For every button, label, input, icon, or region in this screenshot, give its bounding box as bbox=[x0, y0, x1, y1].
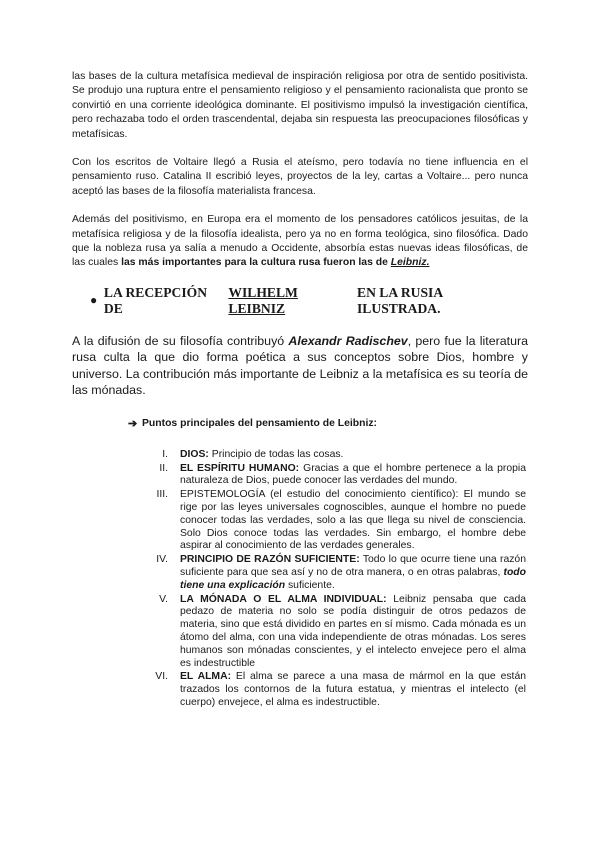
section-heading bbox=[90, 285, 528, 317]
leibniz-emphasis: Leibniz. bbox=[390, 257, 430, 269]
heading-underlined: WILHELM LEIBNIZ bbox=[228, 284, 298, 316]
heading-post: EN LA RUSIA ILUSTRADA. bbox=[357, 284, 443, 316]
point-title: DIOS: bbox=[180, 448, 209, 460]
point-emphasis: todo tiene una explicación bbox=[180, 567, 526, 591]
intro-post: , pero fue la literatura rusa culta la que dio forma poética a sus conceptos sobre Dios, hombre y universo. La contribución más importante de Leibniz a la metafísica es su teoría de las mónadas. bbox=[72, 333, 528, 398]
point-title: PRINCIPIO DE RAZÓN SUFICIENTE: bbox=[180, 554, 360, 566]
list-number: V. bbox=[159, 593, 168, 605]
author-name: Alexandr Radischev bbox=[288, 333, 408, 348]
paragraph-bold: las más importantes para la cultura rusa fueron las de bbox=[121, 257, 391, 269]
point-text: EPISTEMOLOGÍA (el estudio del conocimiento científico): El mundo se rige por las leyes universales cognoscibles, aunque el hombre no puede conocer todas las verdades, solo a las que llega su nivel de consciencia. Solo Dios conoce todas las verdades. Sin embargo, el hombre debe aspirar al conocimiento de las verdades generales. bbox=[180, 489, 526, 552]
paragraph-text: Además del positivismo, en Europa era el momento de los pensadores católicos jesuitas, de la metafísica religiosa y de la filosofía idealista, pero ya no en forma teológica, sino filosófica. Dado que la nobleza rusa ya salía a menudo a Occidente, absorbía estas nuevas ideas filosóficas, de las cuales bbox=[72, 214, 528, 269]
subheading-text: Puntos principales del pensamiento de Leibniz: bbox=[142, 417, 377, 429]
list-number: IV. bbox=[156, 554, 168, 566]
list-item bbox=[144, 594, 526, 671]
paragraph: Con los escritos de Voltaire llegó a Rusia el ateísmo, pero todavía no tiene influencia en el pensamiento ruso. Catalina II escribió leyes, proyectos de la ley, cartas a Voltaire... pero nunca aceptó las bases de la filosofía materialista francesa. bbox=[72, 157, 528, 197]
list-item bbox=[144, 489, 526, 553]
arrow-icon: ➔ bbox=[128, 417, 138, 430]
points-list bbox=[144, 449, 526, 710]
list-item bbox=[144, 463, 526, 489]
point-title: EL ESPÍRITU HUMANO: bbox=[180, 462, 300, 474]
list-number: VI. bbox=[155, 671, 168, 683]
point-text: Todo lo que ocurre tiene una razón suficiente para que sea así y no de otra manera, o en otras palabras, bbox=[180, 554, 526, 579]
list-number: III. bbox=[156, 489, 168, 501]
document-page bbox=[72, 70, 528, 711]
point-title: LA MÓNADA O EL ALMA INDIVIDUAL: bbox=[180, 593, 387, 605]
point-text: Principio de todas las cosas. bbox=[208, 448, 344, 460]
paragraph bbox=[72, 213, 528, 271]
point-title: EL ALMA: bbox=[180, 671, 232, 683]
point-tail: suficiente. bbox=[285, 579, 335, 591]
list-item bbox=[144, 671, 526, 709]
list-item bbox=[144, 554, 526, 592]
list-number: I. bbox=[162, 448, 168, 460]
paragraph: las bases de la cultura metafísica medieval de inspiración religiosa por otra de sentido positivista. Se produjo una ruptura entre el pensamiento religioso y el pensamiento racionalista que pronto se convirtió en una corriente ideológica dominante. El positivismo impulsó la investigación científica, pero rechazaba todo el orden trascendental, dejaba sin respuesta las preocupaciones filosóficas y metafísicas. bbox=[72, 71, 528, 140]
intro-paragraph bbox=[72, 333, 528, 399]
subheading bbox=[128, 417, 528, 430]
point-text: Gracias a que el hombre pertenece a la propia naturaleza de Dios, puede conocer las verdades del mundo. bbox=[180, 462, 526, 487]
bullet-icon: ● bbox=[90, 293, 98, 308]
intro-pre: A la difusión de su filosofía contribuyó bbox=[72, 333, 289, 348]
heading-pre: LA RECEPCIÓN DE bbox=[103, 284, 208, 316]
point-text: Leibniz pensaba que cada pedazo de materia no solo se podía distinguir de otros pedazos de materia, sino que está dividido en partes en sí mismo. Cada mónada es un átomo del alma, con una vida independiente de otras mónadas. Los seres humanos son mónadas conscientes, y el intelecto envejece pero el alma es indestructible bbox=[180, 593, 526, 669]
list-item bbox=[144, 449, 526, 462]
point-text: El alma se parece a una masa de mármol en la que están trazados los contornos de la futura estatua, y mientras el intelecto (el cuerpo) envejece, el alma es indestructible. bbox=[180, 671, 526, 709]
list-number: II. bbox=[159, 462, 168, 474]
